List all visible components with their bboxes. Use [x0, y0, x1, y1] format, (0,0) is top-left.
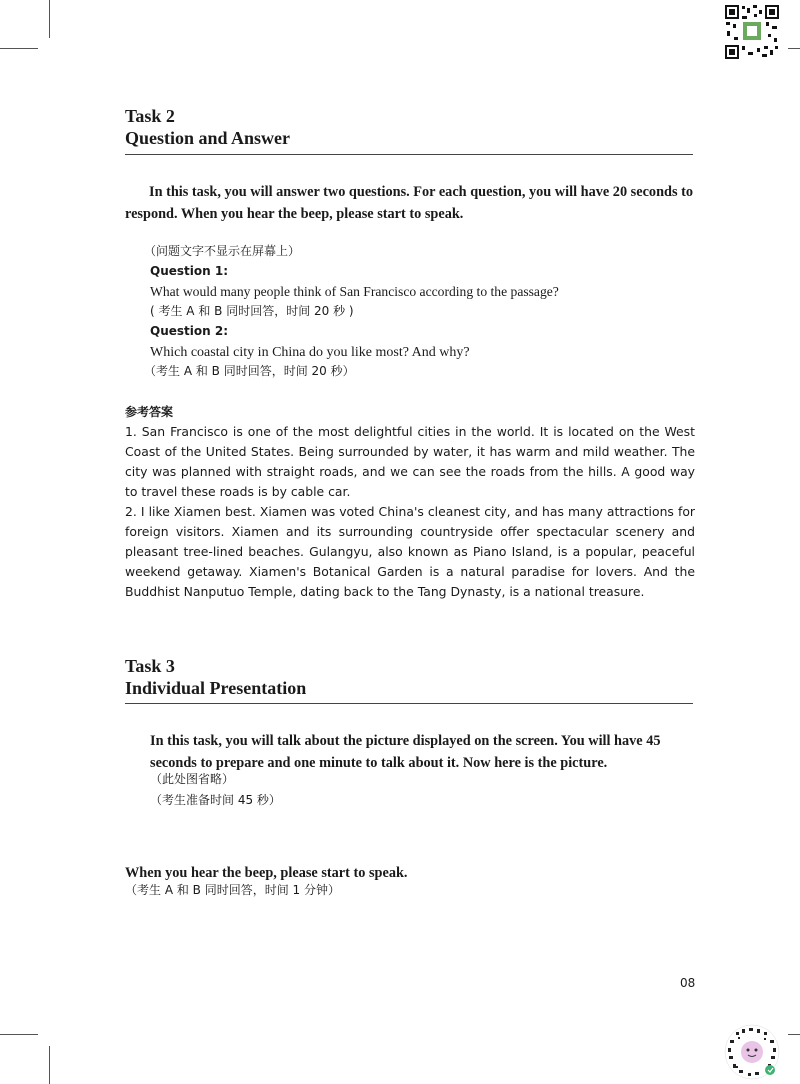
- answer-2: 2. I like Xiamen best. Xiamen was voted China's cleanest city, and has many attractions for foreign visitors. Xiamen and its surrounding countryside offer spectacular scenery and pleasant tree-lined beaches. Gulangyu, also known as Piano Island, is a popular, peaceful weekend getaway. Xiamen's Botanical Garden is a natural paradise for lovers. And the Buddhist Nanputuo Temple, dating back to the Tang Dynasty, is a national treasure.: [125, 504, 695, 599]
- answers-body: [125, 422, 695, 602]
- crop-mark-top-left-v: [49, 0, 50, 38]
- task3-number: Task 3: [125, 656, 175, 676]
- qr-code-icon[interactable]: [724, 4, 780, 60]
- question1-text: What would many people think of San Francisco according to the passage?: [150, 284, 559, 299]
- crop-mark-top-right-h: [788, 48, 800, 49]
- answers-heading: 参考答案: [125, 405, 174, 419]
- question2-text: Which coastal city in China do you like most? And why?: [150, 345, 470, 360]
- crop-mark-bottom-left-v: [49, 1046, 50, 1084]
- task3-instruction: In this task, you will talk about the picture displayed on the screen. You will have 45 seconds to prepare and one minute to talk about it. Now here is the picture.: [150, 733, 661, 771]
- task3-prompt: When you hear the beep, please start to speak.: [125, 865, 408, 881]
- crop-mark-top-left-h: [0, 48, 38, 49]
- question2-label: Question 2:: [150, 324, 228, 338]
- page-number: 08: [680, 976, 696, 990]
- task2-number: Task 2: [125, 106, 175, 126]
- task2-title: Question and Answer: [125, 128, 291, 148]
- task3-divider: [125, 703, 693, 704]
- crop-mark-bottom-left-h: [0, 1034, 38, 1035]
- task3-note-prep: （考生准备时间 45 秒）: [150, 793, 281, 807]
- crop-mark-bottom-right-h: [788, 1034, 800, 1035]
- mini-program-code-icon[interactable]: [724, 1024, 780, 1080]
- task2-divider: [125, 154, 693, 155]
- question1-note: ( 考生 A 和 B 同时回答，时间 20 秒 ): [150, 304, 354, 318]
- task2-instruction: [125, 181, 695, 225]
- question1-label: Question 1:: [150, 264, 228, 278]
- task3-title: Individual Presentation: [125, 678, 307, 698]
- task3-note-picture: （此处图省略）: [150, 772, 235, 786]
- answer-1: 1. San Francisco is one of the most delightful cities in the world. It is located on the West Coast of the United States. Being surrounded by water, it has warm and mild weather. The city was planned with straight roads, and we can see the roads from the hills. A good way to travel these roads is by cable car.: [125, 424, 695, 499]
- question2-note: （考生 A 和 B 同时回答，时间 20 秒）: [144, 364, 355, 378]
- task3-prompt-note: （考生 A 和 B 同时回答，时间 1 分钟）: [125, 883, 340, 897]
- task2-note: （问题文字不显示在屏幕上）: [144, 244, 301, 258]
- task2-instruction-text: In this task, you will answer two questions. For each question, you will have 20 seconds to respond. When you hear the beep, please start to speak.: [125, 184, 694, 222]
